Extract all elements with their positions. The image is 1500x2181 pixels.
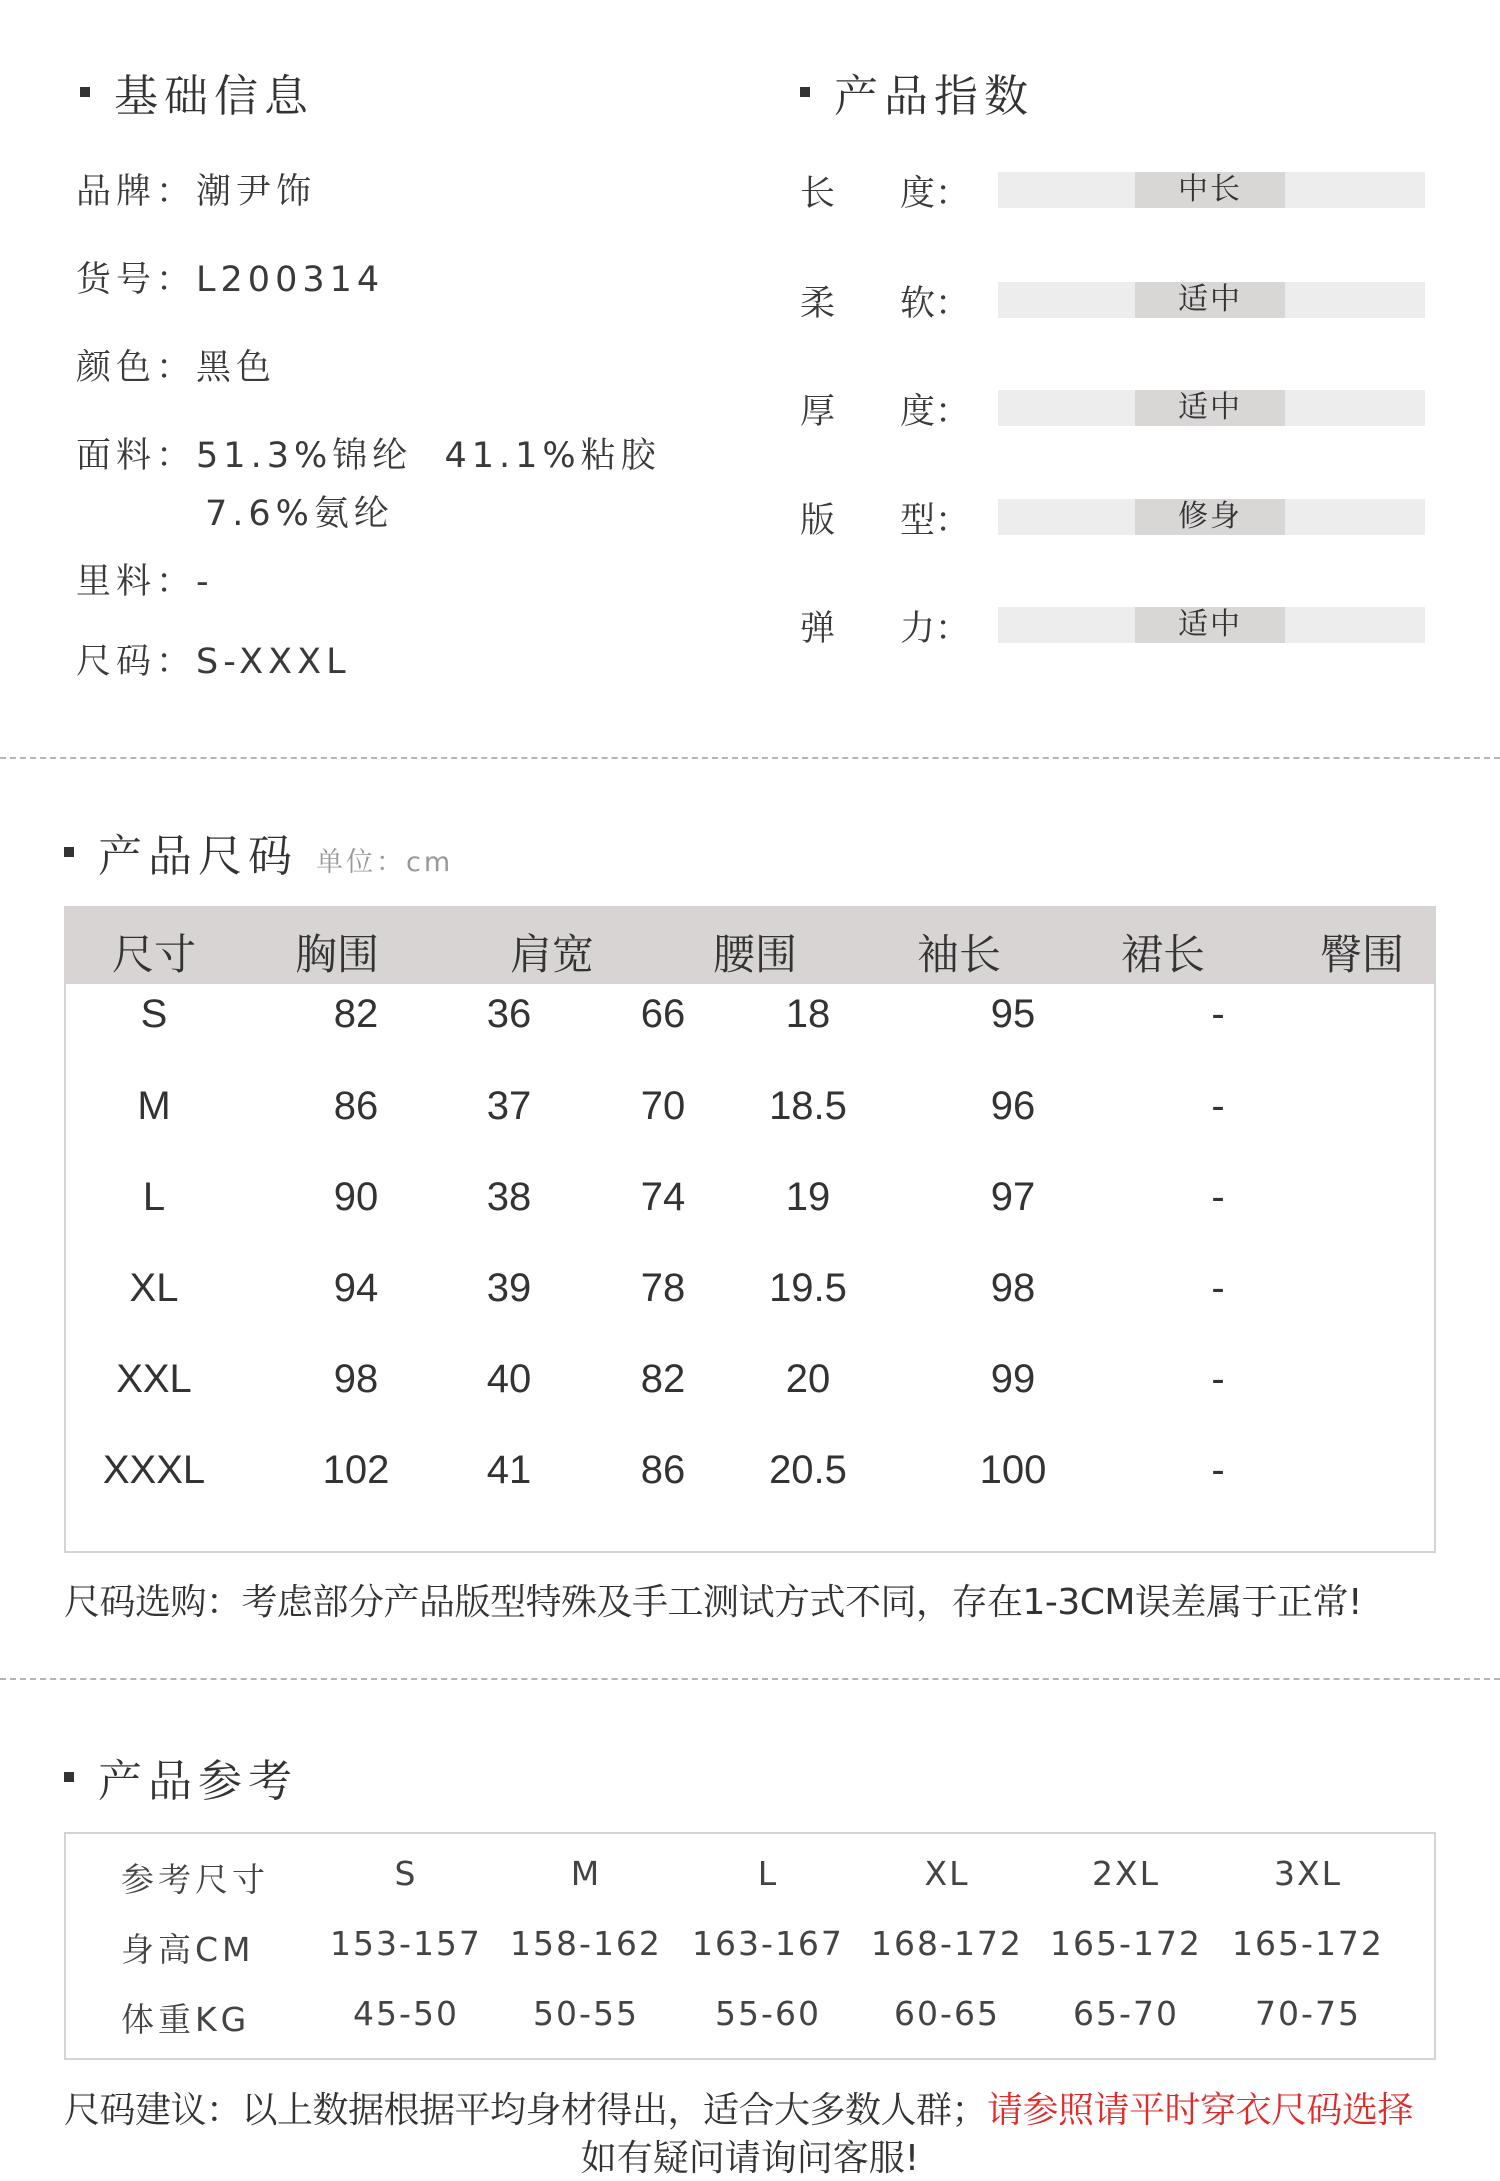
size-cell: 20.5 [769, 1448, 847, 1492]
size-cell: 96 [990, 1084, 1036, 1128]
size-cell: 41 [486, 1448, 532, 1492]
reference-cell: 70-75 [1255, 1994, 1361, 2033]
lining-line [76, 554, 214, 604]
size-cell: 82 [640, 1357, 686, 1401]
size-label: 尺码 ： [76, 642, 196, 682]
brand-value: 潮尹饰 [196, 172, 317, 212]
size-cell: 20 [785, 1357, 831, 1401]
reference-cell: 158-162 [510, 1924, 662, 1963]
header-cell: 裙长 [1120, 930, 1205, 979]
reference-row-label: 体重KG [121, 2000, 251, 2039]
size-cell: 18 [785, 992, 831, 1036]
reference-note-highlight: 请参照请平时穿衣尺码选择 [987, 2090, 1414, 2131]
index-marker: 适中 [1135, 607, 1285, 643]
size-cell: 100 [979, 1448, 1047, 1492]
color-label: 颜色 ： [76, 348, 196, 388]
size-cell: 102 [322, 1448, 390, 1492]
color-value: 黑色 [196, 348, 277, 388]
heading-bullet [64, 847, 74, 857]
reference-cell: 60-65 [894, 1994, 1000, 2033]
size-cell: 19 [785, 1175, 831, 1219]
size-cell: - [1211, 1357, 1225, 1401]
index-bar [998, 172, 1425, 208]
heading-bullet [80, 87, 90, 97]
index-bar [998, 390, 1425, 426]
header-cell: 肩宽 [509, 930, 594, 979]
index-label: 弹 力 ： [800, 601, 970, 651]
size-value: S-XXXL [196, 642, 351, 682]
size-cell: 99 [990, 1357, 1036, 1401]
index-bar [998, 282, 1425, 318]
index-row-thickness [800, 388, 1430, 432]
size-row-label: XXL [116, 1357, 192, 1401]
index-heading [800, 60, 1034, 124]
index-row-length [800, 170, 1430, 214]
size-heading [64, 820, 453, 884]
fabric-value-2: 7.6%氨纶 [205, 494, 394, 534]
index-label: 柔 软 ： [800, 276, 970, 326]
size-cell: 19.5 [769, 1266, 847, 1310]
size-table [64, 906, 1436, 1553]
reference-cell: S [394, 1854, 418, 1893]
size-cell: 66 [640, 992, 686, 1036]
reference-cell: 3XL [1274, 1854, 1342, 1893]
fabric-label: 面料 ： [76, 436, 196, 476]
size-row-label: L [142, 1175, 166, 1219]
size-cell: 40 [486, 1357, 532, 1401]
index-label: 长 度 ： [800, 166, 970, 216]
index-label: 版 型 ： [800, 493, 970, 543]
sku-label: 货号 ： [76, 260, 196, 300]
reference-cell: 153-157 [330, 1924, 482, 1963]
reference-cell: M [570, 1854, 602, 1893]
size-cell: - [1211, 992, 1225, 1036]
heading-bullet [64, 1772, 74, 1782]
fabric-value-1: 51.3%锦纶 41.1%粘胶 [196, 436, 661, 476]
reference-note [64, 2082, 1413, 2133]
reference-cell: 165-172 [1050, 1924, 1202, 1963]
index-row-softness [800, 280, 1430, 324]
sku-line [76, 252, 384, 302]
size-cell: 94 [333, 1266, 379, 1310]
reference-cell: XL [924, 1854, 970, 1893]
size-cell: 90 [333, 1175, 379, 1219]
size-cell: 38 [486, 1175, 532, 1219]
reference-note-line2: 如有疑问请询问客服! [580, 2138, 920, 2179]
size-title: 产品尺码 [98, 831, 298, 882]
header-cell: 袖长 [916, 930, 1001, 979]
brand-label: 品牌 ： [76, 172, 196, 212]
reference-cell: 50-55 [533, 1994, 639, 2033]
size-cell: 78 [640, 1266, 686, 1310]
size-row-label: XXXL [102, 1448, 206, 1492]
reference-cell: 45-50 [353, 1994, 459, 2033]
size-line [76, 634, 351, 684]
reference-cell: 2XL [1092, 1854, 1160, 1893]
index-marker: 适中 [1135, 390, 1285, 426]
size-cell: 86 [333, 1084, 379, 1128]
heading-bullet [800, 87, 810, 97]
size-unit: 单位：cm [316, 846, 454, 878]
header-cell: 胸围 [294, 930, 379, 979]
lining-value: - [196, 562, 214, 602]
size-cell: - [1211, 1175, 1225, 1219]
reference-cell: 165-172 [1232, 1924, 1384, 1963]
size-cell: - [1211, 1266, 1225, 1310]
size-cell: 95 [990, 992, 1036, 1036]
size-row-label: S [140, 992, 168, 1036]
index-title: 产品指数 [834, 71, 1034, 122]
reference-cell: 168-172 [871, 1924, 1023, 1963]
index-row-elasticity [800, 605, 1430, 649]
size-cell: 37 [486, 1084, 532, 1128]
sku-value: L200314 [196, 260, 385, 300]
index-bar [998, 499, 1425, 535]
index-bar [998, 607, 1425, 643]
basic-info-heading [80, 60, 314, 124]
size-note: 尺码选购：考虑部分产品版型特殊及手工测试方式不同，存在1-3CM误差属于正常! [64, 1582, 1362, 1623]
reference-heading [64, 1745, 298, 1809]
header-cell: 尺寸 [111, 930, 196, 979]
reference-cell: 163-167 [692, 1924, 844, 1963]
size-cell: 18.5 [769, 1084, 847, 1128]
basic-info-title: 基础信息 [114, 71, 314, 122]
size-cell: 74 [640, 1175, 686, 1219]
index-marker: 中长 [1135, 172, 1285, 208]
reference-cell: L [757, 1854, 779, 1893]
size-cell: - [1211, 1448, 1225, 1492]
brand-line [76, 164, 316, 214]
header-cell: 臀围 [1319, 930, 1404, 979]
reference-cell: 55-60 [715, 1994, 821, 2033]
size-cell: - [1211, 1084, 1225, 1128]
reference-title: 产品参考 [98, 1756, 298, 1807]
size-cell: 98 [990, 1266, 1036, 1310]
color-line [76, 340, 276, 390]
index-row-fit [800, 497, 1430, 541]
reference-row-label: 身高CM [121, 1930, 255, 1969]
size-cell: 97 [990, 1175, 1036, 1219]
reference-cell: 65-70 [1073, 1994, 1179, 2033]
size-cell: 86 [640, 1448, 686, 1492]
section-divider [0, 1678, 1500, 1680]
index-marker: 修身 [1135, 499, 1285, 535]
fabric-line [76, 428, 661, 478]
size-table-header [66, 908, 1434, 984]
size-cell: 70 [640, 1084, 686, 1128]
reference-row-label: 参考尺寸 [121, 1860, 269, 1899]
size-row-label: M [137, 1084, 171, 1128]
size-cell: 98 [333, 1357, 379, 1401]
lining-label: 里料 ： [76, 562, 196, 602]
size-row-label: XL [129, 1266, 179, 1310]
reference-note-text: 尺码建议：以上数据根据平均身材得出，适合大多数人群； [64, 2090, 988, 2131]
header-cell: 腰围 [712, 930, 797, 979]
index-marker: 适中 [1135, 282, 1285, 318]
index-label: 厚 度 ： [800, 384, 970, 434]
section-divider [0, 757, 1500, 759]
size-cell: 36 [486, 992, 532, 1036]
size-cell: 39 [486, 1266, 532, 1310]
size-cell: 82 [333, 992, 379, 1036]
reference-table [64, 1832, 1436, 2060]
